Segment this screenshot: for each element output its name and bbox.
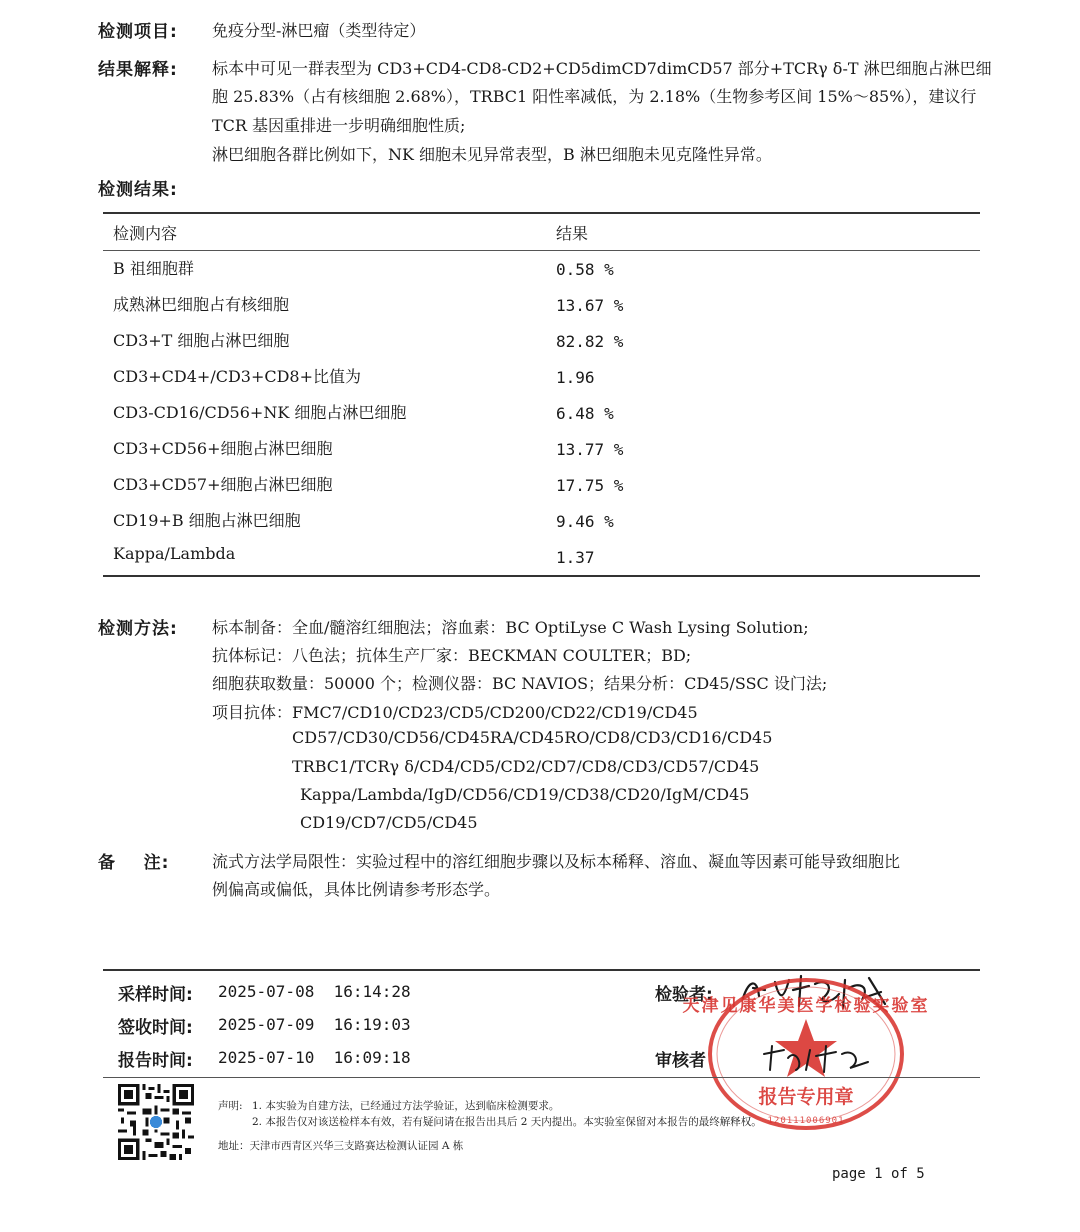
row-result: 17.75 % (556, 476, 624, 495)
disclaimer-title: 声明: (218, 1100, 243, 1112)
row-item: CD3-CD16/CD56+NK 细胞占淋巴细胞 (113, 403, 407, 422)
address: 地址：天津市西青区兴华三支路赛达检测认证园 A 栋 (218, 1140, 464, 1152)
sample-time: 2025-07-08 16:14:28 (218, 982, 411, 1001)
row-item: CD3+CD57+细胞占淋巴细胞 (113, 475, 333, 494)
row-item: CD3+T 细胞占淋巴细胞 (113, 331, 290, 350)
report-time: 2025-07-10 16:09:18 (218, 1048, 411, 1067)
method-line-4: 项目抗体：FMC7/CD10/CD23/CD5/CD200/CD22/CD19/CD45 (212, 703, 698, 722)
remark-line-1: 流式方法学局限性：实验过程中的溶红细胞步骤以及标本稀释、溶血、凝血等因素可能导致细胞比 (212, 852, 901, 871)
remark-line-2: 例偏高或偏低，具体比例请参考形态学。 (212, 880, 501, 899)
row-result: 82.82 % (556, 332, 624, 351)
result-label: 检测结果: (98, 180, 178, 200)
method-line-2: 抗体标记：八色法；抗体生产厂家：BECKMAN COULTER；BD; (212, 646, 692, 665)
row-result: 9.46 % (556, 512, 614, 531)
interpretation-line-4: 淋巴细胞各群比例如下，NK 细胞未见异常表型，B 淋巴细胞未见克隆性异常。 (212, 145, 772, 164)
remark-label: 备 注: (98, 853, 170, 873)
page-number: page 1 of 5 (832, 1166, 925, 1182)
row-item: 成熟淋巴细胞占有核细胞 (113, 295, 290, 314)
table-header-result: 结果 (556, 224, 589, 243)
receive-time: 2025-07-09 16:19:03 (218, 1015, 411, 1034)
method-label: 检测方法: (98, 619, 178, 639)
method-line-1: 标本制备：全血/髓溶红细胞法；溶血素：BC OptiLyse C Wash Lysing Solution; (212, 618, 809, 637)
table-top-rule (103, 212, 980, 214)
row-result: 1.37 (556, 548, 595, 567)
row-item: B 祖细胞群 (113, 259, 194, 278)
inspector-label: 检验者: (655, 985, 713, 1005)
row-item: CD3+CD4+/CD3+CD8+比值为 (113, 367, 362, 386)
antibody-line-2: TRBC1/TCRγ δ/CD4/CD5/CD2/CD7/CD8/CD3/CD57/CD45 (292, 757, 760, 776)
row-item: CD19+B 细胞占淋巴细胞 (113, 511, 301, 530)
method-line-3: 细胞获取数量：50000 个；检测仪器：BC NAVIOS；结果分析：CD45/SSC 设门法; (212, 674, 828, 693)
sample-time-label: 采样时间: (118, 985, 193, 1005)
table-header-item: 检测内容 (113, 224, 178, 243)
report-time-label: 报告时间: (118, 1051, 193, 1071)
row-result: 6.48 % (556, 404, 614, 423)
disclaimer-line-1: 1. 本实验为自建方法，已经通过方法学验证，达到临床检测要求。 (252, 1100, 560, 1112)
disclaimer-line-2: 2. 本报告仅对该送检样本有效，若有疑问请在报告出具后 2 天内提出。本实验室保留对本报告的最终解释权。 (252, 1116, 762, 1128)
qr-code-icon (118, 1084, 194, 1160)
interpretation-line-3: TCR 基因重排进一步明确细胞性质; (212, 116, 466, 135)
table-header-rule (103, 250, 980, 251)
row-result: 13.77 % (556, 440, 624, 459)
item-value: 免疫分型-淋巴瘤（类型待定） (212, 21, 426, 40)
item-label: 检测项目: (98, 22, 178, 42)
row-item: Kappa/Lambda (113, 544, 236, 563)
reviewer-label: 审核者 (655, 1051, 706, 1071)
row-result: 0.58 % (556, 260, 614, 279)
interpretation-label: 结果解释: (98, 60, 178, 80)
receive-time-label: 签收时间: (118, 1018, 193, 1038)
table-bottom-rule (103, 575, 980, 577)
seal-text: 天津见康华美医学检验实验室 (682, 996, 930, 1016)
seal-center-text: 报告专用章 (758, 1086, 854, 1108)
seal-number: 120111006901 (767, 1116, 845, 1126)
interpretation-line-1: 标本中可见一群表型为 CD3+CD4-CD8-CD2+CD5dimCD7dimCD57 部分+TCRγ δ-T 淋巴细胞占淋巴细 (212, 59, 992, 78)
row-result: 1.96 (556, 368, 595, 387)
row-item: CD3+CD56+细胞占淋巴细胞 (113, 439, 333, 458)
antibody-line-4: CD19/CD7/CD5/CD45 (300, 813, 478, 832)
reviewer-signature (758, 1040, 878, 1076)
interpretation-line-2: 胞 25.83%（占有核细胞 2.68%），TRBC1 阳性率减低，为 2.18%（生物参考区间 15%～85%），建议行 (212, 87, 977, 106)
footer-mid-rule (103, 1077, 980, 1078)
antibody-line-3: Kappa/Lambda/IgD/CD56/CD19/CD38/CD20/IgM/CD45 (300, 785, 750, 804)
antibody-line-1: CD57/CD30/CD56/CD45RA/CD45RO/CD8/CD3/CD16/CD45 (292, 728, 773, 747)
row-result: 13.67 % (556, 296, 624, 315)
